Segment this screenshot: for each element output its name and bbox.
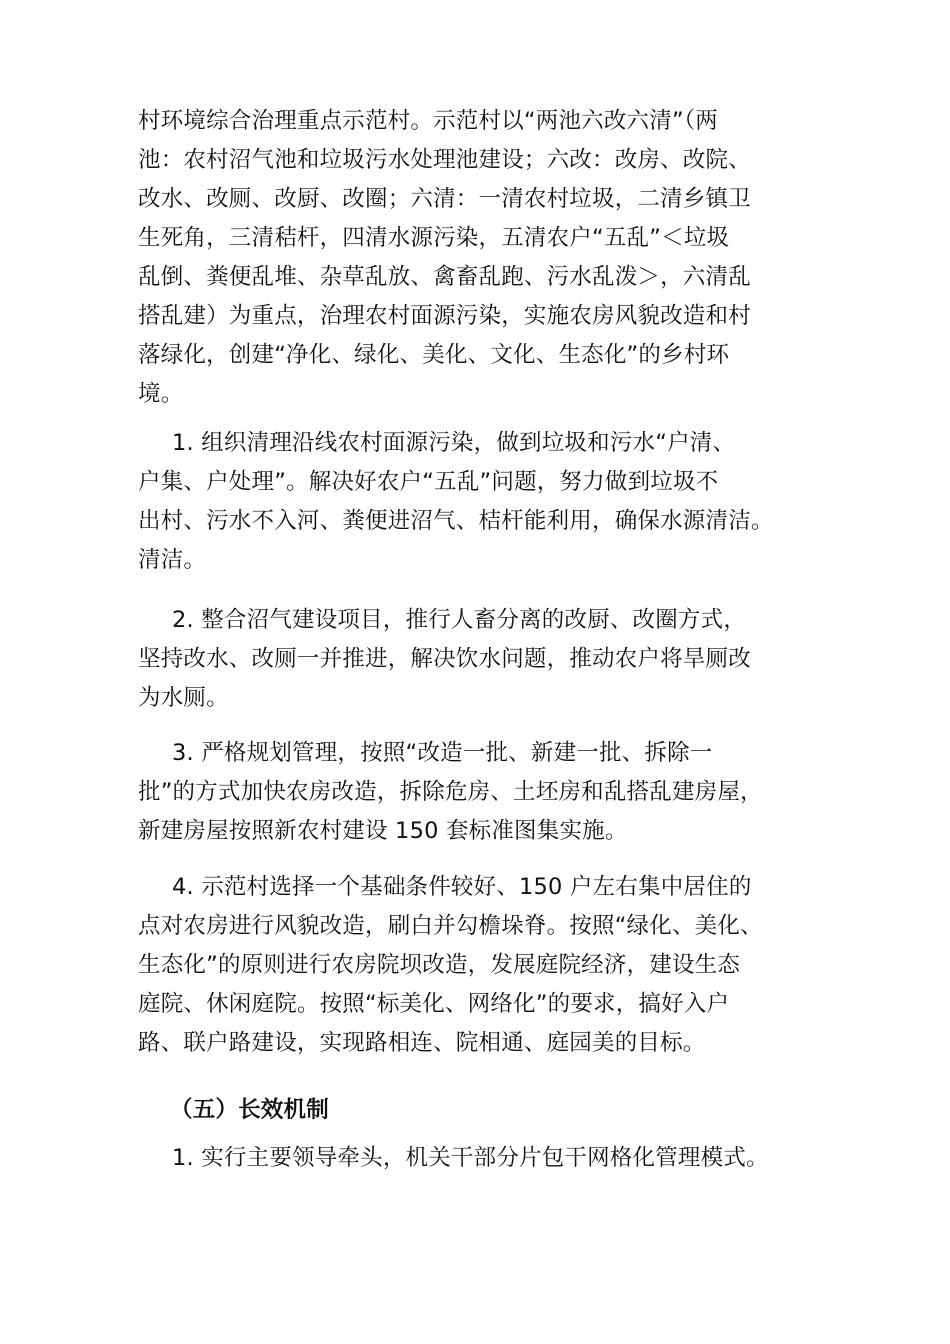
list-item-mechanism-1 bbox=[138, 1139, 818, 1178]
paragraph-line: 境。 bbox=[138, 381, 184, 407]
section-heading-block bbox=[138, 1091, 818, 1130]
paragraph-line: 池：农村沼气池和垃圾污水处理池建设；六改：改房、改院、 bbox=[138, 147, 751, 173]
list-item-2 bbox=[138, 601, 818, 718]
paragraph-line: 3. 严格规划管理，按照“改造一批、新建一批、拆除一 bbox=[172, 740, 713, 766]
paragraph-line: 生态化”的原则进行农房院坝改造，发展庭院经济，建设生态 bbox=[138, 952, 741, 978]
list-item-4 bbox=[138, 868, 818, 1063]
paragraph-line: 户集、户处理”。解决好农户“五乱”问题，努力做到垃圾不 bbox=[138, 469, 719, 495]
paragraph-line: 村环境综合治理重点示范村。示范村以“两池六改六清”（两 bbox=[138, 108, 718, 134]
list-item-3 bbox=[138, 734, 818, 851]
paragraph-line: 搭乱建）为重点，治理农村面源污染，实施农房风貌改造和村 bbox=[138, 303, 751, 329]
paragraph-line: 路、联户路建设，实现路相连、院相通、庭园美的目标。 bbox=[138, 1030, 706, 1056]
paragraph-line: 点对农房进行风貌改造，刷白并勾檐垛脊。按照“绿化、美化、 bbox=[138, 913, 763, 939]
paragraph-line: 为水厕。 bbox=[138, 685, 229, 711]
list-item-1 bbox=[138, 424, 818, 580]
section-heading: （五）长效机制 bbox=[170, 1097, 329, 1123]
paragraph-line: 4. 示范村选择一个基础条件较好、150 户左右集中居住的 bbox=[172, 874, 752, 900]
paragraph-line: 出村、污水不入河、粪便进沼气、桔杆能利用，确保水源清洁。 bbox=[138, 508, 774, 534]
paragraph-line: 新建房屋按照新农村建设 150 套标准图集实施。 bbox=[138, 818, 628, 844]
paragraph-intro bbox=[138, 102, 818, 414]
paragraph-line: 批”的方式加快农房改造，拆除危房、土坯房和乱搭乱建房屋， bbox=[138, 779, 763, 805]
paragraph-line: 1. 组织清理沿线农村面源污染，做到垃圾和污水“户清、 bbox=[172, 430, 736, 456]
paragraph-line: 生死角，三清秸杆，四清水源污染，五清农户“五乱”＜垃圾 bbox=[138, 225, 730, 251]
paragraph-line: 改水、改厕、改厨、改圈；六清：一清农村垃圾，二清乡镇卫 bbox=[138, 186, 751, 212]
paragraph-line: 落绿化，创建“净化、绿化、美化、文化、生态化”的乡村环 bbox=[138, 342, 730, 368]
paragraph-line: 清洁。 bbox=[138, 547, 207, 573]
paragraph-line: 2. 整合沼气建设项目，推行人畜分离的改厨、改圈方式， bbox=[172, 607, 747, 633]
paragraph-line: 庭院、休闲庭院。按照“标美化、网络化”的要求，搞好入户 bbox=[138, 991, 730, 1017]
paragraph-line: 1. 实行主要领导牵头，机关干部分片包干网格化管理模式。 bbox=[172, 1145, 769, 1171]
paragraph-line: 乱倒、粪便乱堆、杂草乱放、禽畜乱跑、污水乱泼＞，六清乱 bbox=[138, 264, 751, 290]
paragraph-line: 坚持改水、改厕一并推进，解决饮水问题，推动农户将旱厕改 bbox=[138, 646, 751, 672]
